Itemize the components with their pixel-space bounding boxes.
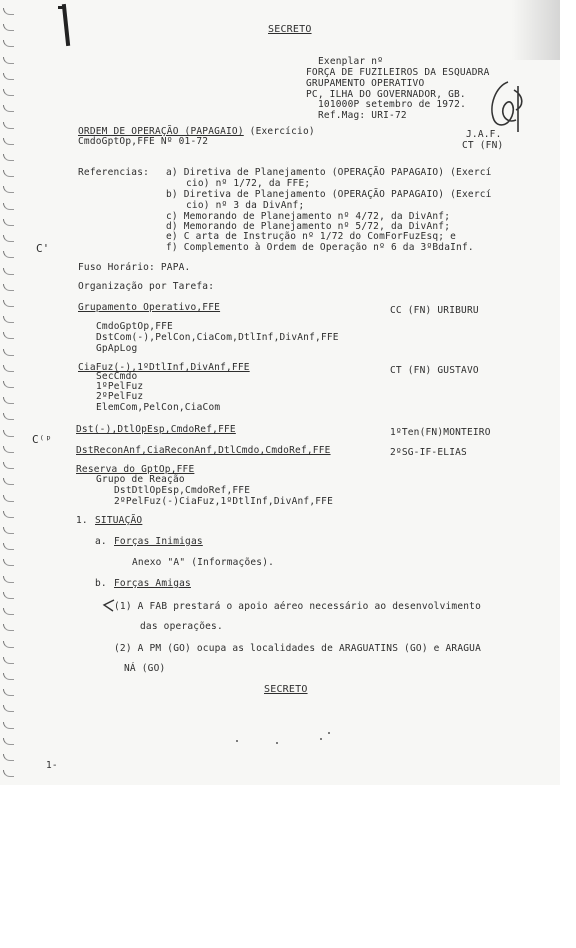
scan-shadow [512, 0, 560, 60]
binder-margin [0, 8, 16, 778]
reference-a-line1: a) Diretiva de Planejamento (OPERAÇÃO PAPAGAIO) (Exercí [166, 167, 492, 178]
references-label: Referencias: [78, 167, 150, 178]
subsection-b2-line1: (2) A PM (GO) ocupa as localidades de ARAGUATINS (GO) e ARAGUA [114, 643, 482, 654]
scan-speck [320, 738, 322, 740]
subsection-a-heading: Forças Inimigas [114, 536, 203, 547]
task-group-3-commander: 2ºSG-IF-ELIAS [390, 447, 467, 458]
task-group-1-commander: CT (FN) GUSTAVO [390, 365, 479, 376]
signature [478, 76, 528, 136]
time-zone: Fuso Horário: PAPA. [78, 262, 191, 273]
classification-top: SECRETO [268, 24, 312, 35]
initials-rank: CT (FN) [462, 140, 504, 151]
margin-check-mark: C' [36, 242, 50, 255]
reference-b-line2: cio) nº 3 da DivAnf; [186, 200, 305, 211]
header-group: GRUPAMENTO OPERATIVO [306, 78, 425, 89]
task-group-0-line: GpApLog [96, 343, 138, 354]
task-group-1-line: 1ºPelFuz [96, 381, 144, 392]
reference-b-line1: b) Diretiva de Planejamento (OPERAÇÃO PAPAGAIO) (Exercí [166, 189, 492, 200]
task-group-4-line: DstDtlOpEsp,CmdoRef,FFE [114, 485, 251, 496]
punch-mark-hook [58, 6, 66, 9]
header-location: PC, ILHA DO GOVERNADOR, GB. [306, 89, 466, 100]
reference-e: e) C arta de Instrução nº 1/72 do ComForFuzEsq; e [166, 231, 457, 242]
reference-d: d) Memorando de Planejamento nº 5/72, da DivAnf; [166, 221, 451, 232]
task-group-2-heading: Dst(-),DtlOpEsp,CmdoRef,FFE [76, 424, 236, 435]
initials-name: J.A.F. [466, 129, 502, 140]
task-group-1-line: SecCmdo [96, 371, 138, 382]
subsection-b-label: b. [95, 578, 107, 589]
scan-speck [328, 732, 330, 734]
subsection-a-label: a. [95, 536, 107, 547]
section-number: 1. [76, 515, 88, 526]
task-group-4-line: Grupo de Reação [96, 474, 185, 485]
subsection-b-heading: Forças Amigas [114, 578, 191, 589]
section-heading: SITUAÇÃO [95, 515, 143, 526]
scan-speck [276, 742, 278, 744]
task-group-1-line: ElemCom,PelCon,CiaCom [96, 402, 221, 413]
order-number: CmdoGptOp,FFE Nº 01-72 [78, 136, 209, 147]
task-org-label: Organização por Tarefa: [78, 281, 215, 292]
subsection-b2-line2: NÁ (GO) [124, 663, 166, 674]
task-group-1-line: 2ºPelFuz [96, 391, 144, 402]
task-group-0-line: DstCom(-),PelCon,CiaCom,DtlInf,DivAnf,FFE [96, 332, 339, 343]
task-group-0-heading: Grupamento Operativo,FFE [78, 302, 221, 313]
header-ref: Ref.Mag: URI-72 [318, 110, 407, 121]
order-title-suffix: (Exercício) [243, 126, 315, 137]
task-group-0-commander: CC (FN) URIBURU [390, 305, 479, 316]
reference-f: f) Complemento à Ordem de Operação nº 6 da 3ºBdaInf. [166, 242, 474, 253]
page-footer-mark: 1- [46, 760, 58, 771]
header-unit: FORÇA DE FUZILEIROS DA ESQUADRA [306, 67, 490, 78]
header-exemplar: Exenplar nº [318, 56, 384, 67]
task-group-2-commander: 1ºTen(FN)MONTEIRO [390, 427, 491, 438]
subsection-a-text: Anexo "A" (Informações). [132, 557, 275, 568]
task-group-4-heading: Reserva do GptOp,FFE [76, 464, 195, 475]
punch-mark [62, 4, 70, 46]
task-group-1-heading: CiaFuz(-),1ºDtlInf,DivAnf,FFE [78, 362, 250, 373]
order-title-main: ORDEM DE OPERAÇÃO (PAPAGAIO) [78, 126, 244, 137]
task-group-0-line: CmdoGptOp,FFE [96, 321, 173, 332]
classification-bottom: SECRETO [264, 684, 308, 695]
task-group-4-line: 2ºPelFuz(-)CiaFuz,1ºDtlInf,DivAnf,FFE [114, 496, 334, 507]
reference-a-line2: cio) nº 1/72, da FFE; [186, 178, 311, 189]
task-group-3-heading: DstReconAnf,CiaReconAnf,DtlCmdo,CmdoRef,FFE [76, 445, 331, 456]
subsection-b1-line2: das operações. [140, 621, 223, 632]
scan-speck [236, 740, 238, 742]
header-date: 101000P setembro de 1972. [318, 99, 466, 110]
reference-c: c) Memorando de Planejamento nº 4/72, da DivAnf; [166, 211, 451, 222]
subsection-b1-line1: (1) A FAB prestará o apoio aéreo necessário ao desenvolvimento [114, 601, 482, 612]
margin-check-mark: C⁽ᵖ [32, 433, 52, 446]
